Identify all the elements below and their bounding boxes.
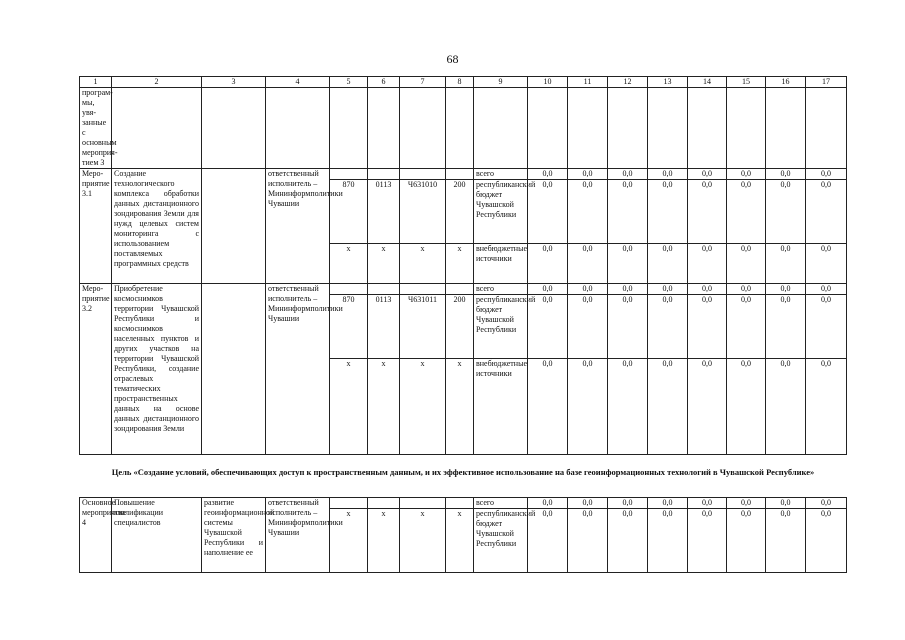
value-cell: 0,0 bbox=[727, 169, 766, 180]
value-cell: 0,0 bbox=[688, 509, 727, 573]
value-cell: 0,0 bbox=[568, 284, 608, 295]
value-cell: 0,0 bbox=[766, 284, 806, 295]
code-gr bbox=[330, 169, 368, 180]
code-vr bbox=[446, 284, 474, 295]
value-cell: 0,0 bbox=[688, 498, 727, 509]
funding-source: всего bbox=[474, 284, 528, 295]
header-cell: 4 bbox=[266, 77, 330, 88]
value-cell: 0,0 bbox=[528, 284, 568, 295]
value-cell: 0,0 bbox=[528, 295, 568, 359]
code-csr: Ч631011 bbox=[400, 295, 446, 359]
value-cell: 0,0 bbox=[766, 169, 806, 180]
funding-source: всего bbox=[474, 498, 528, 509]
code-rz: x bbox=[368, 359, 400, 455]
code-vr bbox=[446, 498, 474, 509]
value-cell: 0,0 bbox=[727, 509, 766, 573]
value-cell: 0,0 bbox=[608, 509, 648, 573]
continuation-row bbox=[80, 88, 847, 169]
value-cell: 0,0 bbox=[766, 244, 806, 284]
value-cell: 0,0 bbox=[806, 498, 847, 509]
code-vr: 200 bbox=[446, 295, 474, 359]
measure-description: Создание технологического комплекса обработки данных дистанционного зондирования Земли для нужд целевых систем мониторинга с использованием поставляемых программных средств bbox=[112, 169, 202, 284]
value-cell: 0,0 bbox=[727, 284, 766, 295]
value-cell: 0,0 bbox=[608, 295, 648, 359]
header-cell: 12 bbox=[608, 77, 648, 88]
value-cell: 0,0 bbox=[766, 180, 806, 244]
measure-goal bbox=[202, 169, 266, 284]
value-cell: 0,0 bbox=[727, 180, 766, 244]
value-cell: 0,0 bbox=[568, 498, 608, 509]
table-row bbox=[80, 498, 847, 509]
main-measure-description: Повышение квалификации специалистов bbox=[112, 498, 202, 573]
code-vr bbox=[446, 169, 474, 180]
table-row bbox=[80, 169, 847, 180]
value-cell: 0,0 bbox=[608, 284, 648, 295]
header-cell: 2 bbox=[112, 77, 202, 88]
value-cell: 0,0 bbox=[648, 244, 688, 284]
table-cell bbox=[202, 88, 266, 169]
measure-id: Меро-приятие 3.2 bbox=[80, 284, 112, 455]
value-cell: 0,0 bbox=[806, 284, 847, 295]
value-cell: 0,0 bbox=[766, 509, 806, 573]
value-cell: 0,0 bbox=[766, 359, 806, 455]
value-cell: 0,0 bbox=[648, 180, 688, 244]
value-cell: 0,0 bbox=[727, 295, 766, 359]
code-vr: x bbox=[446, 359, 474, 455]
value-cell: 0,0 bbox=[568, 509, 608, 573]
value-cell: 0,0 bbox=[648, 284, 688, 295]
code-rz bbox=[368, 169, 400, 180]
code-gr: 870 bbox=[330, 295, 368, 359]
header-cell: 15 bbox=[727, 77, 766, 88]
funding-source: республиканский бюджет Чувашской Республики bbox=[474, 180, 528, 244]
funding-source: внебюджетные источники bbox=[474, 244, 528, 284]
code-gr bbox=[330, 284, 368, 295]
code-gr: x bbox=[330, 244, 368, 284]
header-cell: 14 bbox=[688, 77, 727, 88]
value-cell: 0,0 bbox=[806, 295, 847, 359]
main-measure-goal: развитие геоинформационной системы Чувашской Республики и наполнение ее bbox=[202, 498, 266, 573]
value-cell: 0,0 bbox=[568, 359, 608, 455]
value-cell: 0,0 bbox=[568, 295, 608, 359]
main-measure-id: Основное мероприятие 4 bbox=[80, 498, 112, 573]
code-rz bbox=[368, 498, 400, 509]
header-cell: 10 bbox=[528, 77, 568, 88]
header-cell: 5 bbox=[330, 77, 368, 88]
value-cell: 0,0 bbox=[568, 180, 608, 244]
table-cell bbox=[330, 88, 368, 169]
value-cell: 0,0 bbox=[528, 169, 568, 180]
value-cell: 0,0 bbox=[688, 359, 727, 455]
value-cell: 0,0 bbox=[806, 509, 847, 573]
code-rz: x bbox=[368, 509, 400, 573]
value-cell: 0,0 bbox=[648, 169, 688, 180]
page-number: 68 bbox=[446, 52, 459, 66]
header-cell: 16 bbox=[766, 77, 806, 88]
value-cell: 0,0 bbox=[688, 169, 727, 180]
value-cell: 0,0 bbox=[648, 295, 688, 359]
table-cell bbox=[400, 88, 446, 169]
code-csr: Ч631010 bbox=[400, 180, 446, 244]
measure-goal bbox=[202, 284, 266, 455]
table-cell bbox=[528, 88, 568, 169]
funding-source: внебюджетные источники bbox=[474, 359, 528, 455]
value-cell: 0,0 bbox=[688, 284, 727, 295]
value-cell: 0,0 bbox=[727, 359, 766, 455]
code-vr: x bbox=[446, 244, 474, 284]
code-rz bbox=[368, 284, 400, 295]
measure-description: Приобретение космоснимков территории Чувашской Республики и космоснимков населенных пунктов и других участков на территории Чувашской Республики, создание отраслевых тематических пространственных данных на основе данных дистанционного зондирования Земли bbox=[112, 284, 202, 455]
funding-source: всего bbox=[474, 169, 528, 180]
code-csr: x bbox=[400, 509, 446, 573]
responsible-executor: ответственный исполнитель – Мининформполитики Чувашии bbox=[266, 169, 330, 284]
code-csr bbox=[400, 498, 446, 509]
value-cell: 0,0 bbox=[608, 180, 648, 244]
value-cell: 0,0 bbox=[608, 359, 648, 455]
table-cell bbox=[568, 88, 608, 169]
table-cell bbox=[806, 88, 847, 169]
measure-id: Меро-приятие 3.1 bbox=[80, 169, 112, 284]
header-cell: 13 bbox=[648, 77, 688, 88]
code-gr: x bbox=[330, 359, 368, 455]
code-csr bbox=[400, 169, 446, 180]
code-vr: x bbox=[446, 509, 474, 573]
code-gr: x bbox=[330, 509, 368, 573]
code-vr: 200 bbox=[446, 180, 474, 244]
table-cell bbox=[474, 88, 528, 169]
goal-heading: Цель «Создание условий, обеспечивающих доступ к пространственным данным, и их эффективное использование на базе геоинформационных технологий в Чувашской Республике» bbox=[80, 455, 847, 498]
code-gr: 870 bbox=[330, 180, 368, 244]
value-cell: 0,0 bbox=[528, 359, 568, 455]
table-cell bbox=[368, 88, 400, 169]
value-cell: 0,0 bbox=[528, 498, 568, 509]
table-cell bbox=[608, 88, 648, 169]
value-cell: 0,0 bbox=[608, 169, 648, 180]
responsible-executor: ответственный исполнитель – Мининформполитики Чувашии bbox=[266, 498, 330, 573]
value-cell: 0,0 bbox=[727, 498, 766, 509]
value-cell: 0,0 bbox=[806, 359, 847, 455]
responsible-executor: ответственный исполнитель – Мининформполитики Чувашии bbox=[266, 284, 330, 455]
code-rz: 0113 bbox=[368, 180, 400, 244]
table-cell bbox=[766, 88, 806, 169]
value-cell: 0,0 bbox=[608, 244, 648, 284]
header-cell: 9 bbox=[474, 77, 528, 88]
value-cell: 0,0 bbox=[806, 180, 847, 244]
value-cell: 0,0 bbox=[806, 169, 847, 180]
value-cell: 0,0 bbox=[528, 244, 568, 284]
value-cell: 0,0 bbox=[688, 244, 727, 284]
value-cell: 0,0 bbox=[528, 509, 568, 573]
code-gr bbox=[330, 498, 368, 509]
continuation-label: програм-мы, увя-занные с основным мероприя-тием 3 bbox=[80, 88, 112, 169]
value-cell: 0,0 bbox=[766, 498, 806, 509]
table-cell bbox=[112, 88, 202, 169]
header-row bbox=[80, 77, 847, 88]
header-cell: 6 bbox=[368, 77, 400, 88]
value-cell: 0,0 bbox=[608, 498, 648, 509]
table-cell bbox=[648, 88, 688, 169]
funding-source: республиканский бюджет Чувашской Республики bbox=[474, 295, 528, 359]
table-row bbox=[80, 284, 847, 295]
value-cell: 0,0 bbox=[528, 180, 568, 244]
code-rz: x bbox=[368, 244, 400, 284]
value-cell: 0,0 bbox=[766, 295, 806, 359]
header-cell: 7 bbox=[400, 77, 446, 88]
goal-row bbox=[80, 455, 847, 498]
table-cell bbox=[446, 88, 474, 169]
table-cell bbox=[266, 88, 330, 169]
header-cell: 1 bbox=[80, 77, 112, 88]
value-cell: 0,0 bbox=[727, 244, 766, 284]
code-csr: x bbox=[400, 244, 446, 284]
header-cell: 17 bbox=[806, 77, 847, 88]
value-cell: 0,0 bbox=[806, 244, 847, 284]
budget-table bbox=[79, 76, 847, 573]
code-rz: 0113 bbox=[368, 295, 400, 359]
value-cell: 0,0 bbox=[648, 498, 688, 509]
header-cell: 8 bbox=[446, 77, 474, 88]
header-cell: 3 bbox=[202, 77, 266, 88]
value-cell: 0,0 bbox=[648, 509, 688, 573]
code-csr bbox=[400, 284, 446, 295]
header-cell: 11 bbox=[568, 77, 608, 88]
value-cell: 0,0 bbox=[648, 359, 688, 455]
table-cell bbox=[727, 88, 766, 169]
code-csr: x bbox=[400, 359, 446, 455]
value-cell: 0,0 bbox=[688, 180, 727, 244]
funding-source: республиканский бюджет Чувашской Республики bbox=[474, 509, 528, 573]
table-cell bbox=[688, 88, 727, 169]
value-cell: 0,0 bbox=[688, 295, 727, 359]
value-cell: 0,0 bbox=[568, 169, 608, 180]
value-cell: 0,0 bbox=[568, 244, 608, 284]
